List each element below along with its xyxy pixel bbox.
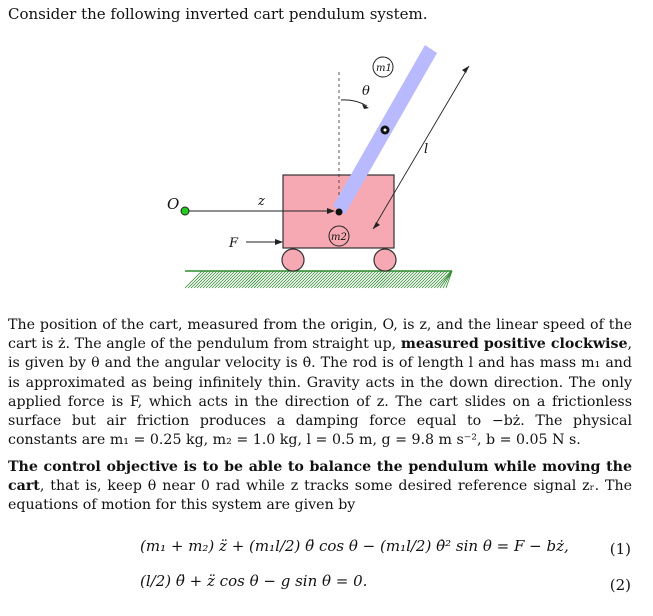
equation-1-text: (m₁ + m₂) z̈ + (m₁l/2) θ̈ cos θ − (m₁l/2) θ̇² sin θ = F − bż, bbox=[140, 537, 569, 555]
length-label: l bbox=[424, 142, 429, 157]
right-wheel bbox=[374, 249, 396, 271]
length-arrow-top bbox=[462, 66, 469, 73]
rod-center-marker-inner bbox=[384, 129, 387, 132]
objective-paragraph bbox=[8, 458, 632, 516]
equation-2-number: (2) bbox=[609, 576, 631, 594]
para2-text: , that is, keep θ near 0 rad while z tracks some desired reference signal zᵣ. The equations of motion for this system are given by bbox=[8, 478, 632, 514]
theta-label: θ bbox=[362, 84, 370, 99]
origin-label: O bbox=[167, 195, 180, 213]
equation-1-number: (1) bbox=[609, 540, 631, 558]
left-wheel bbox=[282, 249, 304, 271]
ground-hatch bbox=[185, 271, 452, 288]
equation-2 bbox=[140, 572, 367, 590]
mass2-label: m2 bbox=[331, 232, 347, 243]
equation-2-text: (l/2) θ̈ + z̈ cos θ − g sin θ = 0. bbox=[140, 572, 368, 590]
para1-text-a: The position of the cart, measured from the origin, O, is z, and the linear speed of the cart is ż. The angle of the pendulum from straight up, bbox=[8, 317, 632, 353]
description-paragraph bbox=[8, 316, 632, 450]
force-arrowhead bbox=[275, 239, 283, 245]
intro-text: Consider the following inverted cart pendulum system. bbox=[8, 5, 428, 23]
mass1-label: m1 bbox=[376, 63, 392, 74]
pivot-point bbox=[336, 209, 343, 216]
z-label: z bbox=[258, 194, 265, 209]
para2-bold: The control objective is to be able to balance the pendulum while moving the cart bbox=[8, 459, 632, 495]
force-label: F bbox=[229, 236, 239, 251]
para1-text-b: , is given by θ and the angular velocity is θ̇. The rod is of length l and has mass m₁ and is approximated as being infinitely thin. Gravity acts in the down direction. The only applied force is F, which acts in the direction of z. The cart slides on a frictionless surface but air friction produces a damping force equal to −bż. The physical constants are m₁ = 0.25 kg, m₂ = 1.0 kg, l = 0.5 m, g = 9.8 m s⁻², b = 0.05 N s. bbox=[8, 336, 632, 449]
equation-1 bbox=[140, 537, 569, 555]
length-line bbox=[373, 66, 469, 229]
origin-marker bbox=[181, 207, 189, 215]
para1-bold: measured positive clockwise bbox=[400, 336, 628, 353]
